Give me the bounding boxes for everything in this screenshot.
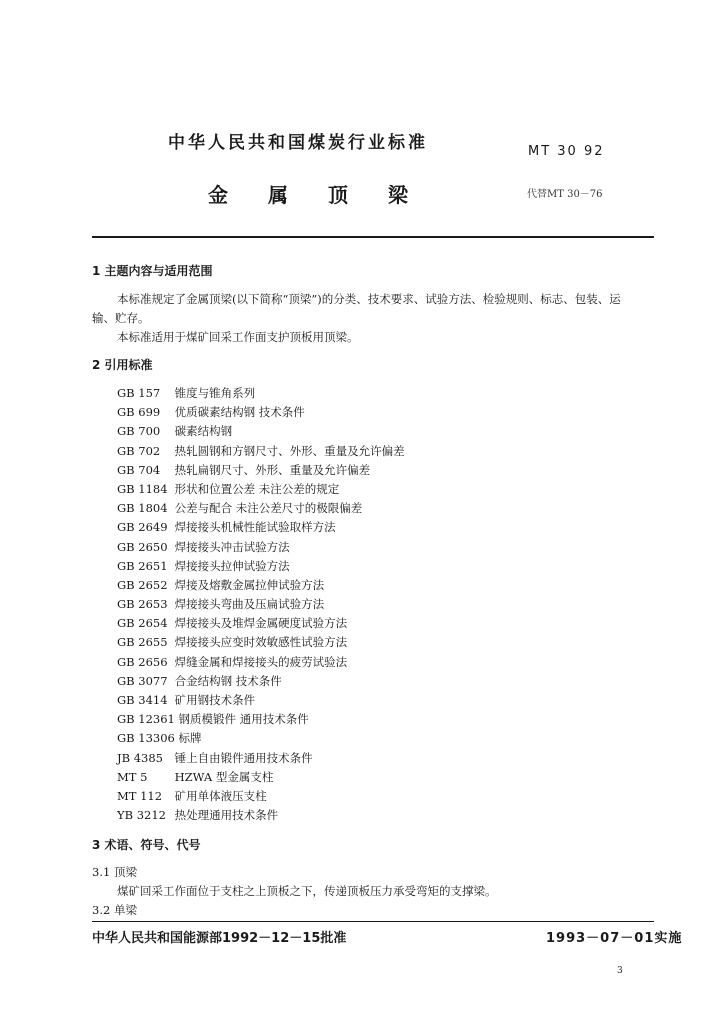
list-item xyxy=(117,672,405,691)
ref-title: 焊接接头及堆焊金属硬度试验方法 xyxy=(174,616,348,631)
ref-title: 热处理通用技术条件 xyxy=(174,808,279,823)
ref-code: GB 2650 xyxy=(117,539,168,554)
section-1-para2: 本标准适用于煤矿回采工作面支护顶板用顶梁。 xyxy=(117,330,359,344)
ref-code: YB 3212 xyxy=(117,808,166,823)
list-item xyxy=(117,538,405,557)
list-item xyxy=(117,499,405,518)
list-item xyxy=(117,653,405,672)
section-1-para1-line2: 输、贮存。 xyxy=(92,311,150,325)
list-item xyxy=(117,480,405,499)
replaces-note: 代替MT 30－76 xyxy=(527,189,603,200)
ref-title: 形状和位置公差 未注公差的规定 xyxy=(174,481,340,496)
ref-code: GB 2653 xyxy=(117,597,168,612)
section-1-heading: 1 主题内容与适用范围 xyxy=(92,264,213,278)
list-item xyxy=(117,633,405,652)
footer-divider xyxy=(92,921,654,922)
list-item xyxy=(117,768,405,787)
list-item xyxy=(117,595,405,614)
ref-code: GB 3077 xyxy=(117,673,168,688)
section-1-para1-line1: 本标准规定了金属顶梁(以下简称“顶梁”)的分类、技术要求、试验方法、检验规则、标志、包装、运 xyxy=(117,292,621,306)
list-item xyxy=(117,422,405,441)
approval-line: 中华人民共和国能源部1992－12－15批准 xyxy=(92,931,347,946)
ref-code: GB 2652 xyxy=(117,577,168,592)
ref-title: 热轧圆钢和方钢尺寸、外形、重量及允许偏差 xyxy=(174,443,405,458)
list-item xyxy=(117,461,405,480)
ref-code: GB 2649 xyxy=(117,520,168,535)
ref-code: GB 12361 xyxy=(117,712,175,727)
ref-code: GB 2651 xyxy=(117,558,168,573)
section-2-heading: 2 引用标准 xyxy=(92,358,153,372)
title-char: 属 xyxy=(268,183,288,207)
ref-title: 焊接接头应变时效敏感性试验方法 xyxy=(174,635,348,650)
list-item xyxy=(117,576,405,595)
ref-code: GB 13306 xyxy=(117,731,175,746)
standard-code: MT 30 92 xyxy=(528,144,605,159)
ref-code: GB 1184 xyxy=(117,481,168,496)
ref-title: 矿用钢技术条件 xyxy=(174,693,256,707)
ref-title: 焊缝金属和焊接接头的疲劳试验法 xyxy=(174,654,348,669)
title-char: 梁 xyxy=(388,183,408,207)
ref-title: 优质碳素结构钢 技术条件 xyxy=(174,405,305,420)
section-3-1-heading: 3.1 顶梁 xyxy=(92,865,137,879)
list-item xyxy=(117,806,405,825)
ref-code: JB 4385 xyxy=(117,750,163,765)
list-item xyxy=(117,710,405,729)
ref-title: 焊接接头机械性能试验取样方法 xyxy=(174,520,336,535)
ref-code: GB 1804 xyxy=(117,501,168,516)
standard-type-heading: 中华人民共和国煤炭行业标准 xyxy=(168,133,428,153)
section-3-1-text: 煤矿回采工作面位于支柱之上顶板之下，传递顶板压力承受弯矩的支撑梁。 xyxy=(117,884,497,898)
list-item xyxy=(117,442,405,461)
ref-title: 焊接接头弯曲及压扁试验方法 xyxy=(174,597,325,612)
ref-title: 焊接接头冲击试验方法 xyxy=(174,539,290,554)
ref-title: 钢质模锻件 通用技术条件 xyxy=(178,712,309,727)
effective-date: 1993－07－01实施 xyxy=(546,931,683,946)
ref-code: GB 704 xyxy=(117,462,161,477)
ref-title: HZWA 型金属支柱 xyxy=(174,769,274,784)
list-item xyxy=(117,729,405,748)
ref-title: 矿用单体液压支柱 xyxy=(174,788,267,803)
title-char: 金 xyxy=(208,183,228,207)
title-char: 顶 xyxy=(328,183,348,207)
document-title xyxy=(208,179,448,208)
ref-title: 碳素结构钢 xyxy=(174,424,233,439)
header-divider xyxy=(92,236,654,238)
ref-title: 公差与配合 未注公差尺寸的极限偏差 xyxy=(174,501,363,516)
ref-code: GB 2654 xyxy=(117,616,168,631)
ref-title: 热轧扁钢尺寸、外形、重量及允许偏差 xyxy=(174,462,371,477)
section-3-2-heading: 3.2 单梁 xyxy=(92,903,137,917)
ref-code: MT 5 xyxy=(117,769,148,784)
list-item xyxy=(117,518,405,537)
ref-code: GB 702 xyxy=(117,443,161,458)
ref-title: 焊接接头拉伸试验方法 xyxy=(174,558,290,573)
list-item xyxy=(117,403,405,422)
ref-code: MT 112 xyxy=(117,788,163,803)
ref-code: GB 699 xyxy=(117,405,161,420)
page-number: 3 xyxy=(617,966,623,976)
list-item xyxy=(117,614,405,633)
ref-code: GB 2655 xyxy=(117,635,168,650)
ref-title: 锥度与锥角系列 xyxy=(174,386,256,400)
ref-code: GB 700 xyxy=(117,424,161,439)
ref-title: 锤上自由锻件通用技术条件 xyxy=(174,750,313,765)
list-item xyxy=(117,384,405,403)
ref-title: 焊接及熔敷金属拉伸试验方法 xyxy=(174,577,325,592)
ref-code: GB 157 xyxy=(117,386,161,400)
list-item xyxy=(117,787,405,806)
ref-code: GB 2656 xyxy=(117,654,168,669)
section-3-heading: 3 术语、符号、代号 xyxy=(92,838,201,852)
ref-title: 合金结构钢 技术条件 xyxy=(174,673,282,688)
referenced-standards-list xyxy=(117,384,405,825)
ref-title: 标牌 xyxy=(178,731,202,746)
list-item xyxy=(117,749,405,768)
list-item xyxy=(117,557,405,576)
ref-code: GB 3414 xyxy=(117,693,168,707)
list-item xyxy=(117,691,405,710)
